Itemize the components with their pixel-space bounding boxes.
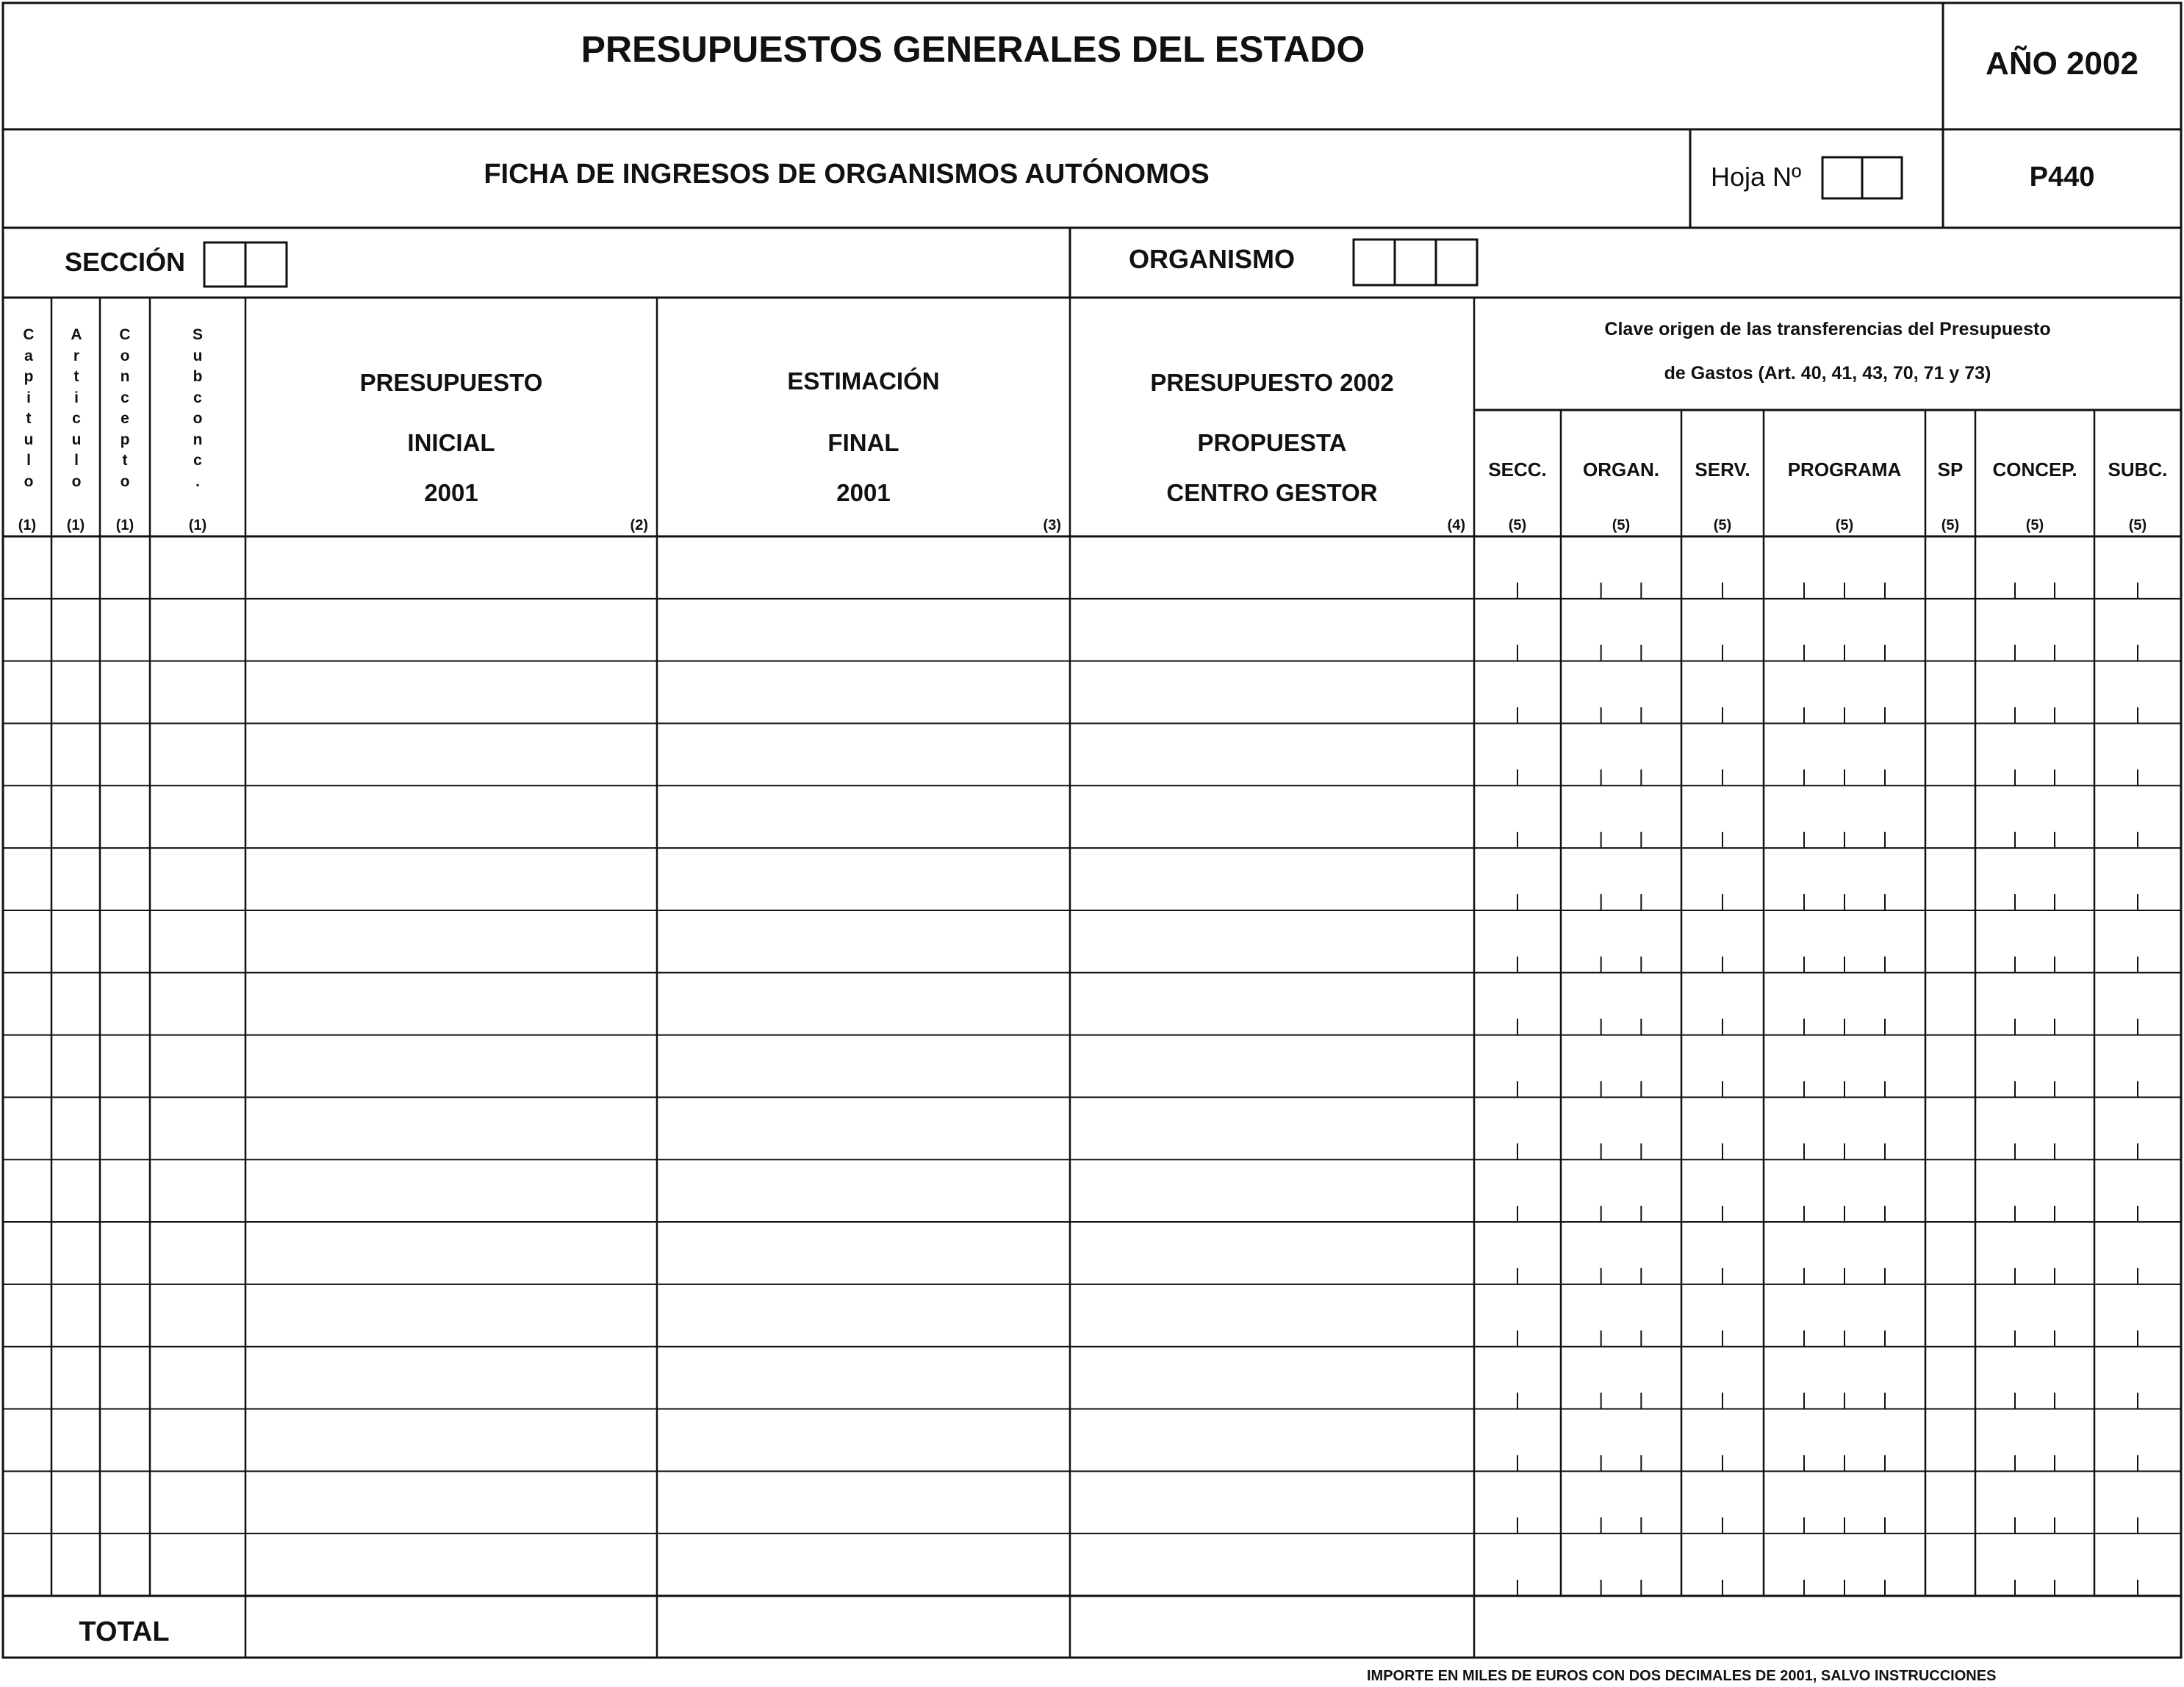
seccion-label: SECCIÓN — [65, 247, 186, 277]
header-letter: n — [193, 431, 203, 448]
organismo-code-box[interactable] — [1354, 240, 1477, 285]
header-letter: S — [192, 326, 203, 343]
form-subtitle: FICHA DE INGRESOS DE ORGANISMOS AUTÓNOMOS — [484, 159, 1210, 190]
note-articulo: (1) — [66, 517, 85, 533]
col-presupuesto-inicial-l3: 2001 — [424, 479, 478, 506]
header-letter: c — [193, 389, 202, 406]
subcol-sp: SP — [1937, 458, 1964, 481]
header-letter: o — [120, 472, 130, 490]
header-letter: c — [193, 452, 202, 469]
note-clave-5: (5) — [1941, 517, 1960, 533]
header-letter: c — [72, 410, 81, 427]
header-letter: . — [195, 472, 200, 490]
col-presupuesto-2002-l2: PROPUESTA — [1197, 429, 1347, 456]
subcol-secc: SECC. — [1488, 458, 1547, 481]
note-clave-7: (5) — [2128, 517, 2147, 533]
page-title: PRESUPUESTOS GENERALES DEL ESTADO — [581, 29, 1365, 70]
note-clave-1: (5) — [1508, 517, 1527, 533]
total-label: TOTAL — [79, 1616, 170, 1647]
clave-origen-l1: Clave origen de las transferencias del Presupuesto — [1604, 319, 2051, 339]
header-letter: t — [122, 452, 128, 469]
organismo-label: ORGANISMO — [1129, 244, 1296, 274]
note-clave-3: (5) — [1713, 517, 1732, 533]
header-letter: C — [119, 326, 131, 343]
header-letter: e — [121, 410, 129, 427]
note-capitulo: (1) — [18, 517, 37, 533]
header-letter: A — [71, 326, 82, 343]
header-letter: l — [26, 452, 31, 469]
header-letter: c — [121, 389, 129, 406]
col-estimacion-final-l2: FINAL — [827, 429, 899, 456]
header-letter: o — [24, 472, 34, 490]
header-letter: t — [26, 410, 32, 427]
note-clave-2: (5) — [1612, 517, 1631, 533]
header-letter: o — [120, 347, 130, 364]
subcol-subc: SUBC. — [2108, 458, 2168, 481]
header-letter: i — [74, 389, 79, 406]
note-presupuesto-inicial: (2) — [630, 517, 648, 533]
col-concepto-header — [114, 325, 136, 492]
col-presupuesto-inicial-l2: INICIAL — [407, 429, 495, 456]
col-presupuesto-2002-l3: CENTRO GESTOR — [1166, 479, 1378, 506]
header-letter: r — [73, 347, 80, 364]
col-estimacion-final-l3: 2001 — [836, 479, 891, 506]
clave-origen-l2: de Gastos (Art. 40, 41, 43, 70, 71 y 73) — [1664, 363, 1991, 384]
header-letter: C — [23, 326, 35, 343]
col-estimacion-final-l1: ESTIMACIÓN — [787, 367, 940, 395]
subcol-programa: PROGRAMA — [1787, 458, 1902, 481]
header-letter: a — [24, 347, 33, 364]
year-label: AÑO 2002 — [1986, 46, 2138, 82]
header-letter: n — [120, 368, 130, 385]
header-letter: u — [71, 431, 82, 448]
header-letter: u — [193, 347, 203, 364]
col-presupuesto-inicial-l1: PRESUPUESTO — [359, 369, 543, 396]
note-clave-6: (5) — [2025, 517, 2044, 533]
note-subconc: (1) — [188, 517, 207, 533]
header-letter: p — [120, 431, 130, 448]
col-capitulo-header — [18, 325, 40, 492]
header-letter: t — [73, 368, 79, 385]
subcol-organ: ORGAN. — [1583, 458, 1659, 481]
note-estimacion-final: (3) — [1043, 517, 1061, 533]
hoja-label: Hoja Nº — [1711, 162, 1802, 192]
header-letter: l — [74, 452, 79, 469]
col-articulo-header — [65, 325, 87, 492]
subcol-concep: CONCEP. — [1992, 458, 2077, 481]
header-letter: i — [26, 389, 31, 406]
header-letter: o — [193, 410, 203, 427]
col-subconc-header — [187, 325, 209, 492]
form-code: P440 — [2029, 162, 2095, 193]
header-letter: p — [24, 368, 34, 385]
note-clave-4: (5) — [1835, 517, 1854, 533]
col-presupuesto-2002-l1: PRESUPUESTO 2002 — [1150, 369, 1394, 396]
header-letter: b — [193, 368, 203, 385]
header-letter: o — [71, 472, 82, 490]
note-concepto: (1) — [115, 517, 134, 533]
subcol-serv: SERV. — [1695, 458, 1750, 481]
header-letter: u — [24, 431, 34, 448]
note-presupuesto-2002: (4) — [1447, 517, 1465, 533]
footer-note: IMPORTE EN MILES DE EUROS CON DOS DECIMALES DE 2001, SALVO INSTRUCCIONES — [1367, 1668, 1997, 1684]
